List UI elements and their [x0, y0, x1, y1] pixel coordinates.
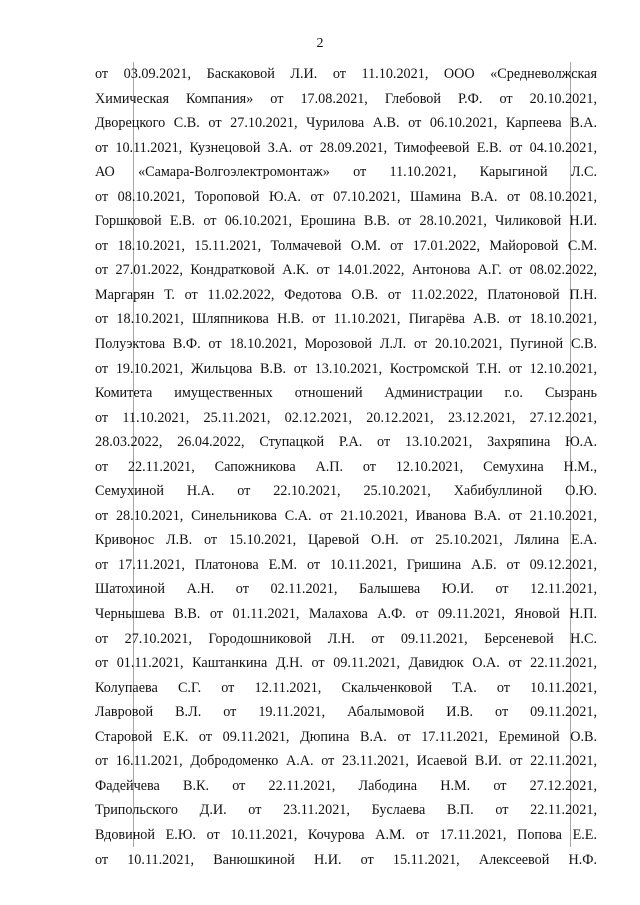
- text-line: от 01.11.2021, Каштанкина Д.Н. от 09.11.2021, Давидюк О.А. от 22.11.2021,: [95, 655, 597, 672]
- text-line: АО «Самара-Волгоэлектромонтаж» от 11.10.2021, Карыгиной Л.С.: [95, 164, 597, 181]
- page-number: 2: [316, 36, 324, 51]
- text-line: Старовой Е.К. от 09.11.2021, Дюпина В.А. от 17.11.2021, Ереминой О.В.: [95, 728, 597, 745]
- text-line: Маргарян Т. от 11.02.2022, Федотова О.В. от 11.02.2022, Платоновой П.Н.: [95, 286, 597, 303]
- text-line: от 10.11.2021, Кузнецовой З.А. от 28.09.2021, Тимофеевой Е.В. от 04.10.2021,: [95, 139, 597, 156]
- text-line: от 27.10.2021, Городошниковой Л.Н. от 09.11.2021, Берсеневой Н.С.: [95, 630, 597, 647]
- text-line: от 03.09.2021, Баскаковой Л.И. от 11.10.2021, ООО «Средневолжская: [95, 66, 597, 82]
- text-line: Комитета имущественных отношений Администрации г.о. Сызрань: [95, 385, 597, 402]
- text-line: Вдовиной Е.Ю. от 10.11.2021, Кочурова А.М. от 17.11.2021, Попова Е.Е.: [95, 826, 597, 843]
- text-line: Химическая Компания» от 17.08.2021, Глебовой Р.Ф. от 20.10.2021,: [95, 90, 597, 107]
- text-line: Фадейчева В.К. от 22.11.2021, Лабодина Н.М. от 27.12.2021,: [95, 777, 597, 794]
- text-line: от 18.10.2021, Шляпникова Н.В. от 11.10.2021, Пигарёва А.В. от 18.10.2021,: [95, 311, 597, 328]
- text-line: от 22.11.2021, Сапожникова А.П. от 12.10.2021, Семухина Н.М.,: [95, 458, 597, 475]
- text-line: от 16.11.2021, Добродоменко А.А. от 23.11.2021, Исаевой В.И. от 22.11.2021,: [95, 753, 597, 770]
- body-text: [95, 62, 597, 872]
- text-line: от 08.10.2021, Тороповой Ю.А. от 07.10.2021, Шамина В.А. от 08.10.2021,: [95, 188, 597, 205]
- text-line: Чернышева В.В. от 01.11.2021, Малахова А.Ф. от 09.11.2021, Яновой Н.П.: [95, 606, 597, 623]
- text-line: Горшковой Е.В. от 06.10.2021, Ерошина В.В. от 28.10.2021, Чиликовой Н.И.: [95, 213, 597, 230]
- text-line: от 27.01.2022, Кондратковой А.К. от 14.01.2022, Антонова А.Г. от 08.02.2022,: [95, 262, 597, 279]
- text-line: Колупаева С.Г. от 12.11.2021, Скальченковой Т.А. от 10.11.2021,: [95, 679, 597, 696]
- text-line: от 18.10.2021, 15.11.2021, Толмачевой О.М. от 17.01.2022, Майоровой С.М.: [95, 237, 597, 254]
- text-line: от 28.10.2021, Синельникова С.А. от 21.10.2021, Иванова В.А. от 21.10.2021,: [95, 507, 597, 524]
- text-line: Полуэктова В.Ф. от 18.10.2021, Морозовой Л.Л. от 20.10.2021, Пугиной С.В.: [95, 336, 597, 353]
- text-line: 28.03.2022, 26.04.2022, Ступацкой Р.А. от 13.10.2021, Захряпина Ю.А.: [95, 434, 597, 451]
- text-line: от 10.11.2021, Ванюшкиной Н.И. от 15.11.2021, Алексеевой Н.Ф.: [95, 851, 597, 868]
- text-line: от 11.10.2021, 25.11.2021, 02.12.2021, 20.12.2021, 23.12.2021, 27.12.2021,: [95, 409, 597, 426]
- text-line: Семухиной Н.А. от 22.10.2021, 25.10.2021, Хабибуллиной О.Ю.: [95, 483, 597, 500]
- text-line: от 17.11.2021, Платонова Е.М. от 10.11.2021, Гришина А.Б. от 09.12.2021,: [95, 556, 597, 573]
- text-line: от 19.10.2021, Жильцова В.В. от 13.10.2021, Костромской Т.Н. от 12.10.2021,: [95, 360, 597, 377]
- text-line: Шатохиной А.Н. от 02.11.2021, Балышева Ю.И. от 12.11.2021,: [95, 581, 597, 598]
- text-line: Трипольского Д.И. от 23.11.2021, Буслаева В.П. от 22.11.2021,: [95, 802, 597, 819]
- text-line: Лавровой В.Л. от 19.11.2021, Абалымовой И.В. от 09.11.2021,: [95, 704, 597, 721]
- text-line: Кривонос Л.В. от 15.10.2021, Царевой О.Н. от 25.10.2021, Лялина Е.А.: [95, 532, 597, 549]
- text-line: Дворецкого С.В. от 27.10.2021, Чурилова А.В. от 06.10.2021, Карпеева В.А.: [95, 115, 597, 132]
